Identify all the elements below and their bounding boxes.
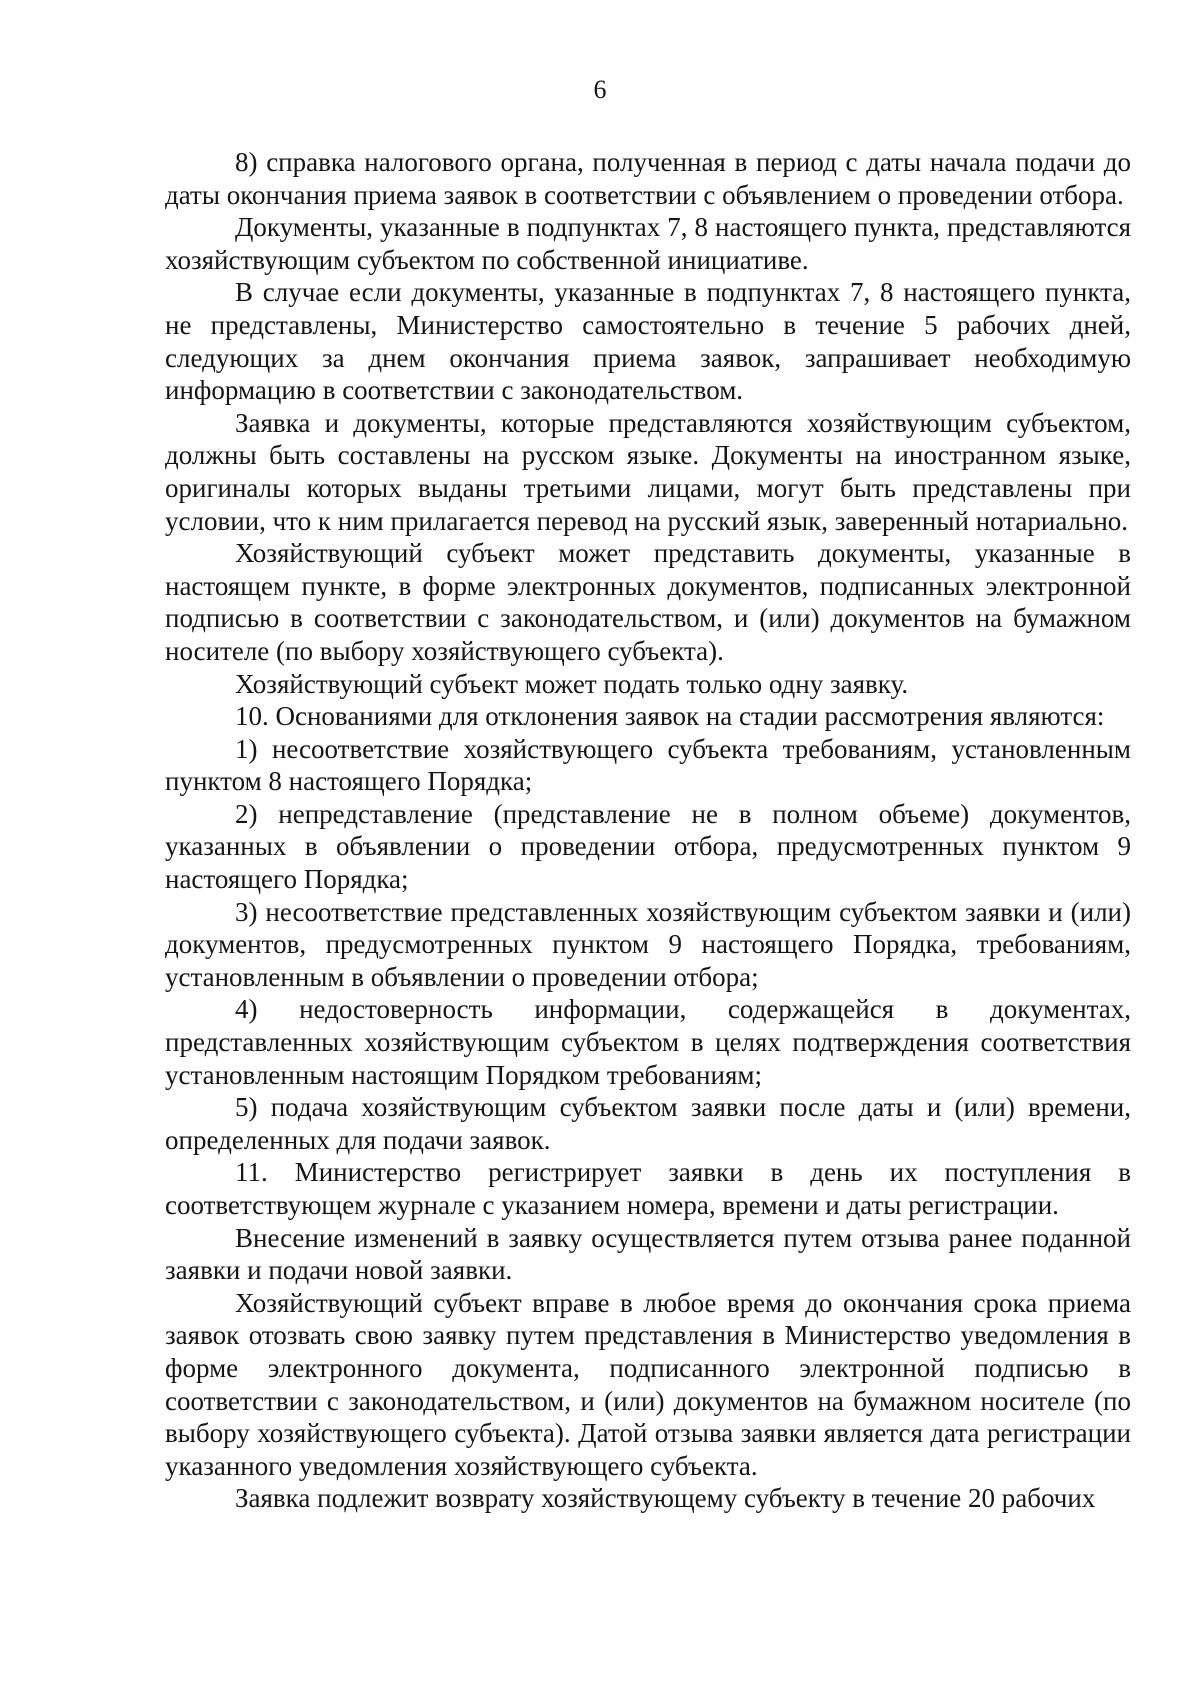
- page-number: 6: [593, 75, 607, 104]
- paragraph: 5) подача хозяйствующим субъектом заявки после даты и (или) времени, определенных для подачи заявок.: [165, 1092, 1131, 1155]
- paragraph: 11. Министерство регистрирует заявки в день их поступления в соответствующем журнале с указанием номера, времени и даты регистрации.: [165, 1157, 1131, 1220]
- paragraph: 2) непредставление (представление не в полном объеме) документов, указанных в объявлении о проведении отбора, предусмотренных пунктом 9 настоящего Порядка;: [165, 798, 1131, 895]
- paragraph: 1) несоответствие хозяйствующего субъекта требованиям, установленным пунктом 8 настоящего Порядка;: [165, 733, 1131, 797]
- paragraph: Заявка подлежит возврату хозяйствующему субъекту в течение 20 рабочих: [235, 1483, 1096, 1514]
- paragraph: 3) несоответствие представленных хозяйствующим субъектом заявки и (или) документов, предусмотренных пунктом 9 настоящего Порядка, требованиям, установленным в объявлении о проведении отбора;: [165, 896, 1131, 992]
- paragraph: Документы, указанные в подпунктах 7, 8 настоящего пункта, представляются хозяйствующим субъектом по собственной инициативе.: [165, 212, 1131, 275]
- paragraph: 8) справка налогового органа, полученная в период с даты начала подачи до даты окончания приема заявок в соответствии с объявлением о проведении отбора.: [165, 147, 1131, 210]
- paragraph: 4) недостоверность информации, содержащейся в документах, представленных хозяйствующим субъектом в целях подтверждения соответствия установленным настоящим Порядком требованиям;: [165, 994, 1131, 1090]
- paragraph: 10. Основаниями для отклонения заявок на стадии рассмотрения являются:: [235, 701, 1105, 732]
- document-body: [165, 146, 1131, 1515]
- paragraph: Внесение изменений в заявку осуществляется путем отзыва ранее поданной заявки и подачи новой заявки.: [165, 1222, 1131, 1286]
- paragraph: Хозяйствующий субъект вправе в любое время до окончания срока приема заявок отозвать свою заявку путем представления в Министерство уведомления в форме электронного документа, подписанного электронной подписью в соответствии с законодательством, и (или) документов на бумажном носителе (по выбору хозяйствующего субъекта). Датой отзыва заявки является дата регистрации указанного уведомления хозяйствующего субъекта.: [165, 1287, 1131, 1481]
- paragraph: Хозяйствующий субъект может представить документы, указанные в настоящем пункте, в форме электронных документов, подписанных электронной подписью в соответствии с законодательством, и (или) документов на бумажном носителе (по выбору хозяйствующего субъекта).: [165, 538, 1131, 666]
- paragraph: Заявка и документы, которые представляются хозяйствующим субъектом, должны быть составлены на русском языке. Документы на иностранном языке, оригиналы которых выданы третьими лицами, могут быть представлены при условии, что к ним прилагается перевод на русский язык, заверенный нотариально.: [165, 407, 1131, 536]
- paragraph: Хозяйствующий субъект может подать только одну заявку.: [235, 668, 909, 699]
- paragraph: В случае если документы, указанные в подпунктах 7, 8 настоящего пункта, не представлены, Министерство самостоятельно в течение 5 рабочих дней, следующих за днем окончания приема заявок, запрашивает необходимую информацию в соответствии с законодательством.: [165, 277, 1131, 406]
